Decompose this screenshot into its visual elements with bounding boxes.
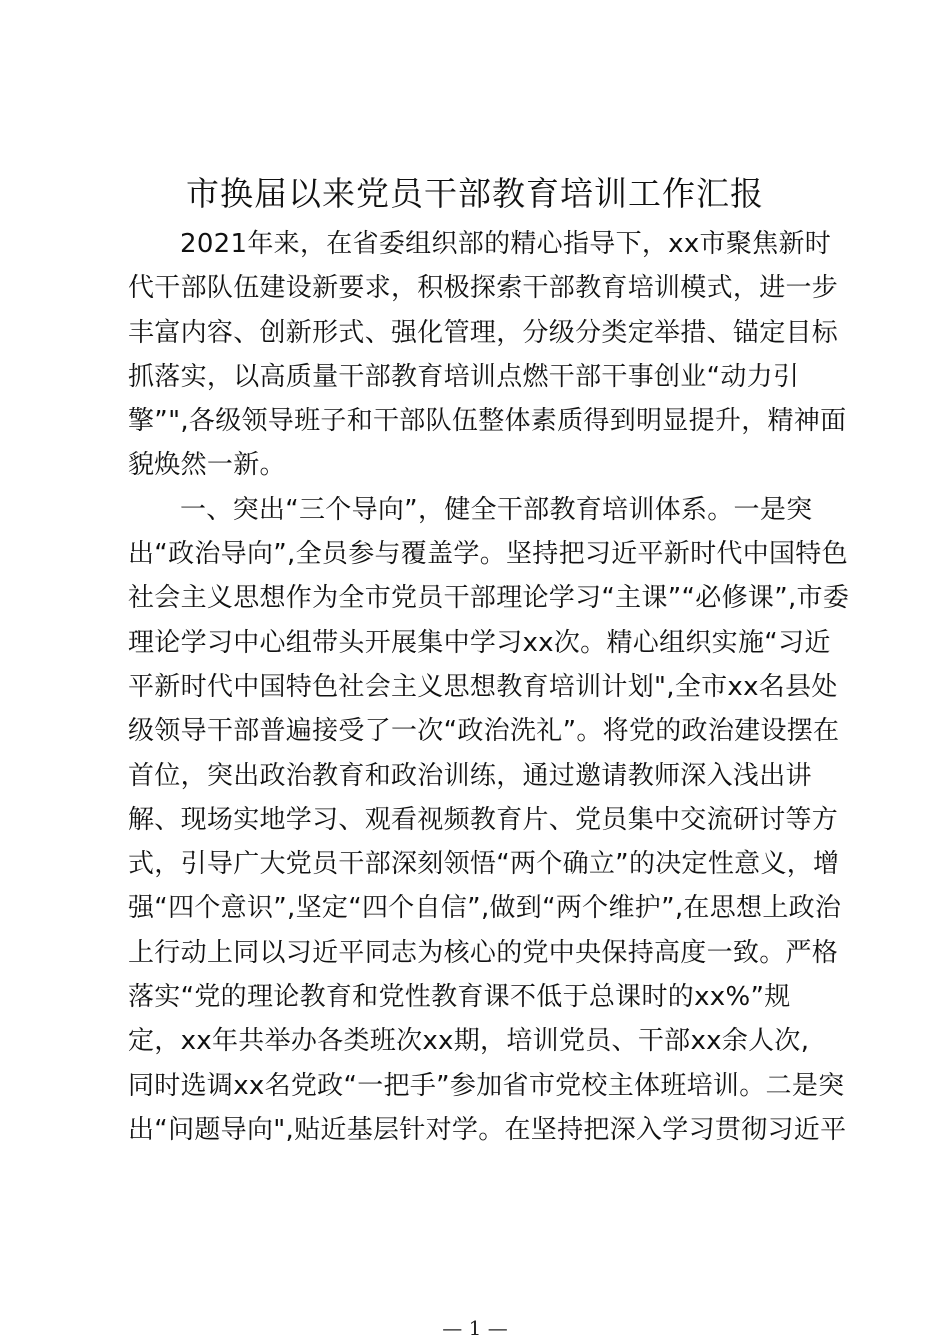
body-line: 2021年来，在省委组织部的精心指导下，xx市聚焦新时 bbox=[180, 229, 832, 259]
body-line: 出“政治导向”,全员参与覆盖学。坚持把习近平新时代中国特色 bbox=[128, 539, 848, 570]
body-line: 落实“党的理论教育和党性教育课不低于总课时的xx%”规 bbox=[128, 982, 791, 1013]
body-line: 强“四个意识”,坚定“四个自信”,做到“两个维护”,在思想上政治 bbox=[128, 893, 842, 924]
body-line: 首位，突出政治教育和政治训练，通过邀请教师深入浅出讲 bbox=[128, 760, 812, 791]
page-number: — 1 — bbox=[442, 1316, 508, 1340]
body-line: 貌焕然一新。 bbox=[128, 450, 286, 481]
body-line: 一、突出“三个导向”，健全干部教育培训体系。一是突 bbox=[180, 494, 813, 525]
body-line: 社会主义思想作为全市党员干部理论学习“主课”“必修课”,市委 bbox=[128, 583, 850, 614]
body-line: 理论学习中心组带头开展集中学习xx次。精心组织实施“习近 bbox=[128, 627, 831, 658]
body-line: 抓落实，以高质量干部教育培训点燃干部干事创业“动力引 bbox=[128, 361, 800, 392]
document-title: 市换届以来党员干部教育培训工作汇报 bbox=[186, 174, 764, 213]
body-line: 平新时代中国特色社会主义思想教育培训计划",全市xx名县处 bbox=[128, 671, 838, 702]
body-line: 上行动上同以习近平同志为核心的党中央保持高度一致。严格 bbox=[128, 937, 839, 968]
body-line: 定，xx年共举办各类班次xx期，培训党员、干部xx余人次, bbox=[128, 1026, 810, 1057]
body-line: 同时选调xx名党政“一把手”参加省市党校主体班培训。二是突 bbox=[128, 1070, 845, 1101]
body-line: 解、现场实地学习、观看视频教育片、党员集中交流研讨等方 bbox=[128, 804, 839, 835]
body-line: 级领导干部普遍接受了一次“政治洗礼”。将党的政治建设摆在 bbox=[128, 716, 840, 747]
body-line: 式，引导广大党员干部深刻领悟“两个确立”的决定性意义，增 bbox=[128, 849, 840, 880]
document-body bbox=[128, 222, 848, 1152]
body-line: 擎”",各级领导班子和干部队伍整体素质得到明显提升，精神面 bbox=[128, 406, 847, 437]
body-line: 代干部队伍建设新要求，积极探索干部教育培训模式，进一步 bbox=[128, 273, 839, 304]
body-line: 出“问题导向",贴近基层针对学。在坚持把深入学习贯彻习近平 bbox=[128, 1114, 847, 1145]
body-line: 丰富内容、创新形式、强化管理，分级分类定举措、锚定目标 bbox=[128, 317, 839, 348]
